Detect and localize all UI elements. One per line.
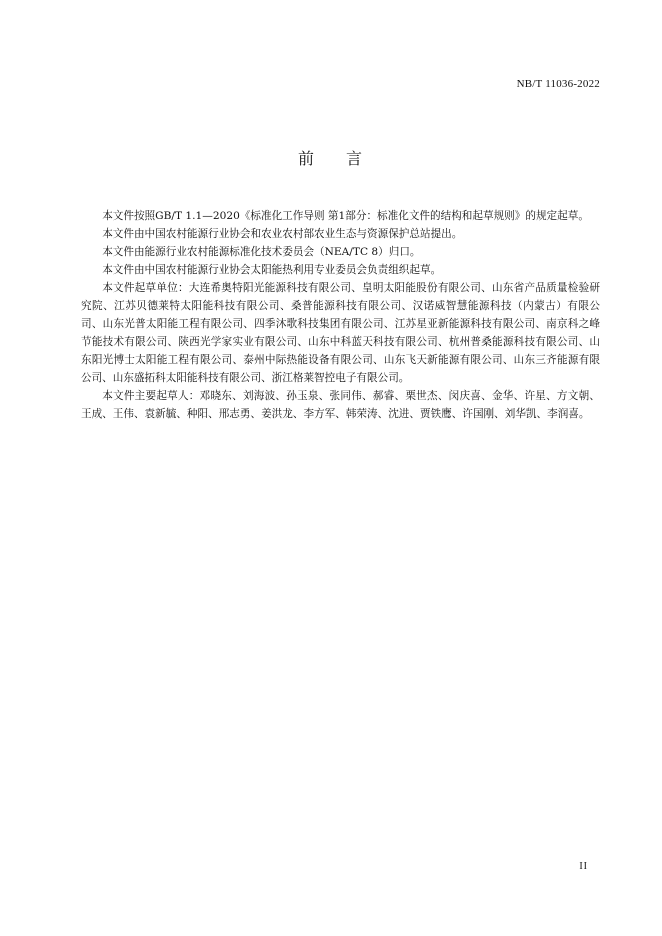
document-code: NB/T 11036-2022 bbox=[516, 78, 600, 90]
paragraph-centralized-by: 本文件由能源行业农村能源标准化技术委员会（NEA/TC 8）归口。 bbox=[102, 246, 421, 258]
paragraph-proposed-by: 本文件由中国农村能源行业协会和农业农村部农业生态与资源保护总站提出。 bbox=[102, 228, 463, 240]
page-number: II bbox=[579, 861, 588, 872]
paragraph-organized-by: 本文件由中国农村能源行业协会太阳能热利用专业委员会负责组织起草。 bbox=[102, 264, 442, 276]
page-title bbox=[0, 146, 662, 169]
foreword-body bbox=[81, 207, 600, 423]
paragraph-standard-basis: 本文件按照GB/T 1.1—2020《标准化工作导则 第1部分：标准化文件的结构和起草规则》的规定起草。 bbox=[102, 210, 589, 222]
paragraph-drafting-units: 本文件起草单位：大连希奥特阳光能源科技有限公司、皇明太阳能股份有限公司、山东省产品质量检验研究院、江苏贝德莱特太阳能科技有限公司、桑普能源科技有限公司、汉诺威智慧能源科技（内蒙古）有限公司、山东光普太阳能工程有限公司、四季沐歌科技集团有限公司、江苏星亚新能源科技有限公司、南京科之峰节能技术有限公司、陕西光学家实业有限公司、山东中科蓝天科技有限公司、杭州普桑能源科技有限公司、山东阳光博士太阳能工程有限公司、泰州中际热能设备有限公司、山东飞天新能源有限公司、山东三齐能源有限公司、山东盛拓科太阳能科技有限公司、浙江格莱智控电子有限公司。 bbox=[81, 282, 600, 384]
title-char-2: 言 bbox=[346, 149, 365, 168]
paragraph-drafters: 本文件主要起草人：邓晓东、刘海波、孙玉泉、张同伟、郝睿、栗世杰、闵庆喜、金华、许星、方文朝、王成、王伟、袁新毓、种阳、邢志勇、姜洪龙、李方军、韩荣涛、沈进、贾铁鹰、许国刚、刘华凯、李润喜。 bbox=[81, 390, 600, 420]
title-char-1: 前 bbox=[297, 149, 316, 168]
